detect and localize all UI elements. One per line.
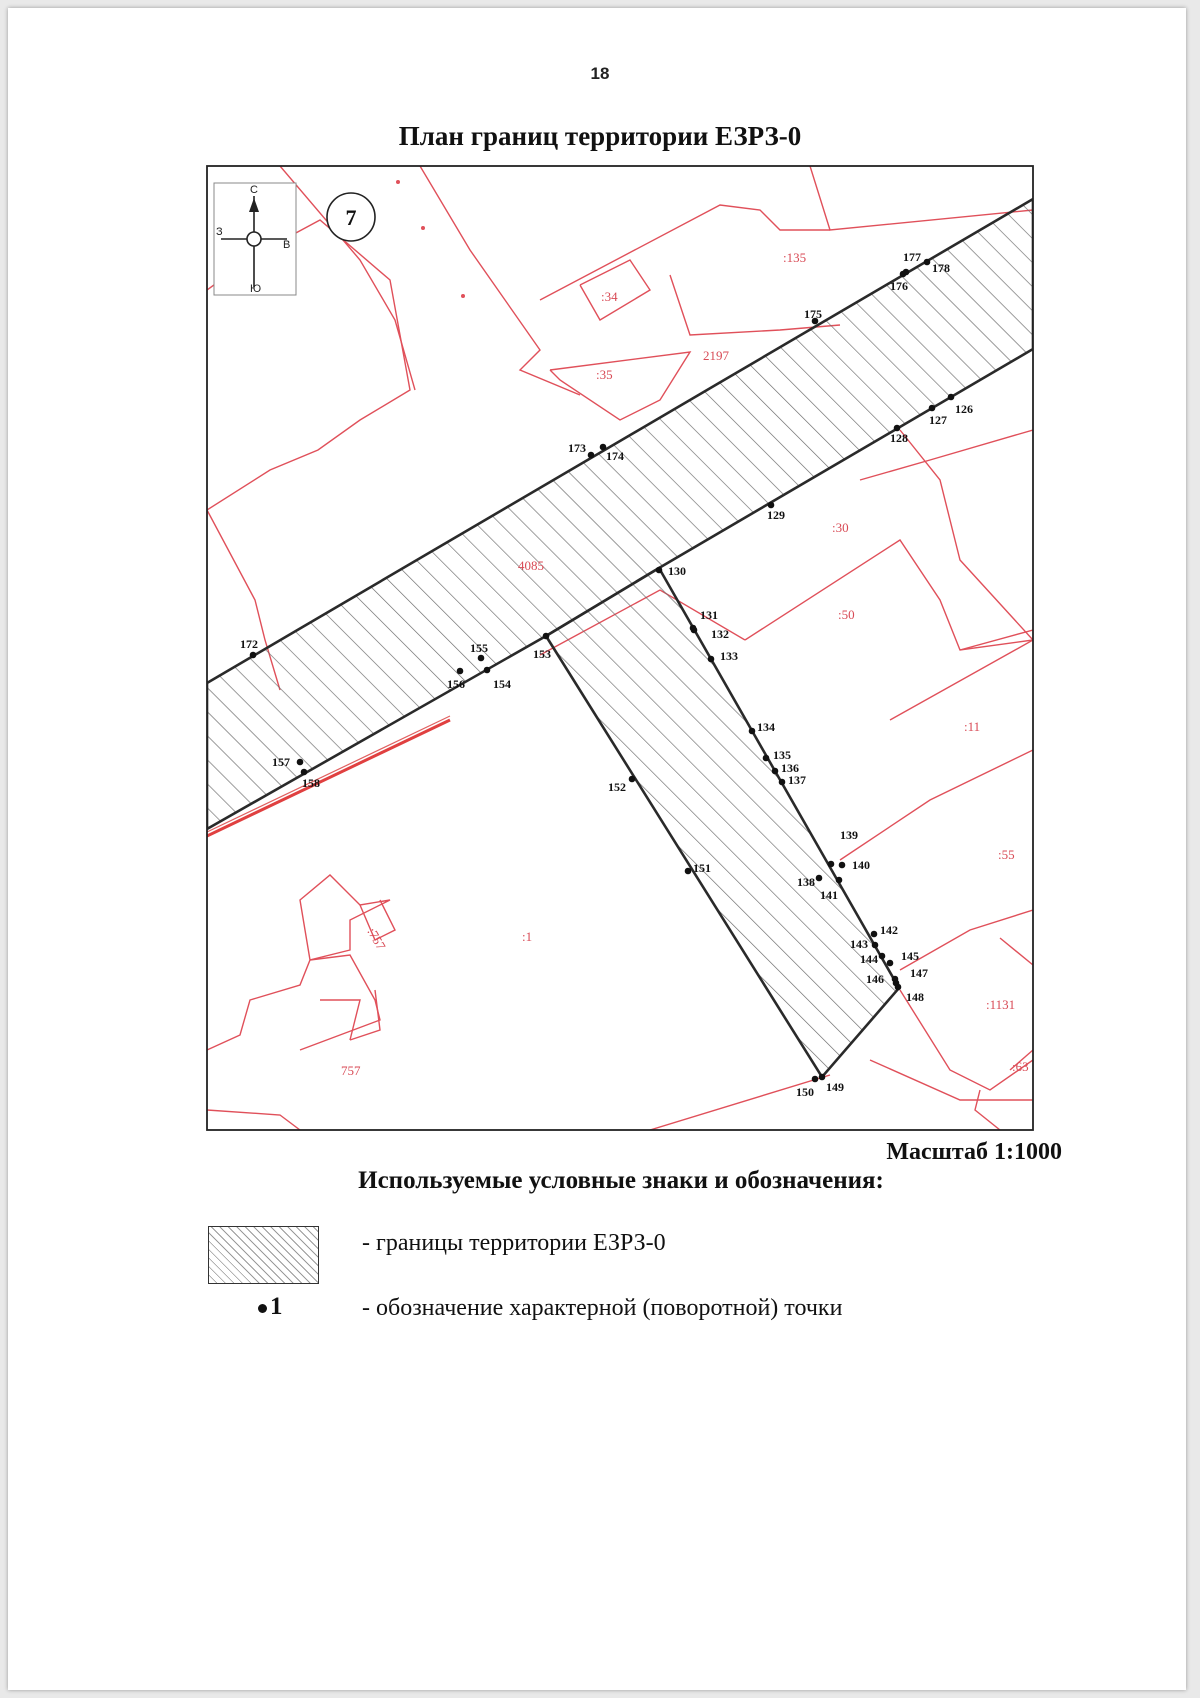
- turning-point-label: 150: [796, 1085, 814, 1099]
- turning-point-marker: [871, 931, 878, 938]
- turning-point-marker: [708, 656, 715, 663]
- turning-point-marker: [297, 759, 304, 766]
- turning-point-label: 149: [826, 1080, 844, 1094]
- turning-point-label: 129: [767, 508, 785, 522]
- turning-point-label: 143: [850, 937, 868, 951]
- parcel-number-label: :30: [832, 520, 849, 535]
- legend-point-text: - обозначение характерной (поворотной) точки: [362, 1295, 843, 1321]
- map-scale: Масштаб 1:1000: [886, 1139, 1062, 1165]
- turning-point-label: 142: [880, 923, 898, 937]
- turning-point-label: 145: [901, 949, 919, 963]
- parcel-number-label: 4085: [518, 558, 544, 573]
- turning-point-label: 130: [668, 564, 686, 578]
- turning-point-label: 128: [890, 431, 908, 445]
- turning-point-label: 148: [906, 990, 924, 1004]
- turning-point-label: 178: [932, 261, 950, 275]
- turning-point-label: 127: [929, 413, 947, 427]
- turning-point-marker: [656, 567, 663, 574]
- page-title: План границ территории ЕЗРЗ-0: [398, 121, 802, 151]
- turning-point-marker: [629, 776, 636, 783]
- turning-point-label: 131: [700, 608, 718, 622]
- turning-point-label: 153: [533, 647, 551, 661]
- turning-point-marker: [948, 394, 955, 401]
- turning-point-label: 173: [568, 441, 586, 455]
- turning-point-label: 174: [606, 449, 624, 463]
- turning-point-label: 146: [866, 972, 884, 986]
- parcel-number-label: 757: [341, 1063, 361, 1078]
- turning-point-label: 139: [840, 828, 858, 842]
- parcel-number-label: :55: [998, 847, 1015, 862]
- turning-point-marker: [828, 861, 835, 868]
- turning-point-label: 158: [302, 776, 320, 790]
- turning-point-label: 151: [693, 861, 711, 875]
- turning-point-marker: [929, 405, 936, 412]
- parcel-number-label: :135: [783, 250, 807, 265]
- turning-point-label: 177: [903, 250, 921, 264]
- turning-point-label: 175: [804, 307, 822, 321]
- turning-point-marker: [250, 652, 257, 659]
- turning-point-label: 135: [773, 748, 791, 762]
- legend-point-symbol: [258, 1293, 283, 1321]
- turning-point-marker: [819, 1074, 826, 1081]
- turning-point-marker: [457, 668, 464, 675]
- parcel-number-label: :63: [1012, 1059, 1029, 1074]
- turning-point-marker: [887, 960, 894, 967]
- compass-south-label: Ю: [250, 283, 262, 295]
- parcel-number-label: :35: [596, 367, 613, 382]
- parcel-number-label: :1: [522, 929, 533, 944]
- parcel-number-label: :1131: [986, 997, 1016, 1012]
- turning-point-marker: [816, 875, 823, 882]
- turning-point-marker: [301, 769, 308, 776]
- turning-point-marker: [772, 768, 779, 775]
- turning-point-label: 152: [608, 780, 626, 794]
- turning-point-label: 133: [720, 649, 738, 663]
- compass-west-label: З: [216, 226, 223, 238]
- parcel-number-label: :757: [364, 925, 389, 953]
- turning-point-label: 137: [788, 773, 806, 787]
- legend-title: Используемые условные знаки и обозначения:: [358, 1167, 884, 1194]
- turning-point-label: 144: [860, 952, 878, 966]
- page-number: 18: [590, 64, 610, 83]
- turning-point-marker: [779, 779, 786, 786]
- legend-point-number: 1: [270, 1293, 283, 1320]
- turning-point-marker: [543, 633, 550, 640]
- turning-point-marker: [588, 452, 595, 459]
- legend-zone-text: - границы территории ЕЗРЗ-0: [362, 1230, 666, 1256]
- turning-point-marker: [812, 1076, 819, 1083]
- turning-point-marker: [924, 259, 931, 266]
- turning-point-label: 155: [470, 641, 488, 655]
- turning-point-label: 157: [272, 755, 290, 769]
- zone-branch-hatched: [546, 568, 899, 1077]
- turning-point-label: 156: [447, 677, 465, 691]
- turning-point-label: 140: [852, 858, 870, 872]
- compass-center: [247, 232, 261, 246]
- parcel-number-label: :11: [964, 719, 981, 734]
- compass-rose: [214, 183, 296, 295]
- turning-point-label: 136: [781, 761, 799, 775]
- compass-east-label: В: [283, 239, 291, 251]
- turning-point-marker: [691, 627, 698, 634]
- turning-point-label: 176: [890, 279, 908, 293]
- turning-point-marker: [879, 953, 886, 960]
- turning-point-label: 141: [820, 888, 838, 902]
- turning-point-label: 138: [797, 875, 815, 889]
- parcel-number-label: :50: [838, 607, 855, 622]
- turning-point-marker: [895, 984, 902, 991]
- sheet-number: 7: [345, 205, 357, 230]
- turning-point-marker: [836, 877, 843, 884]
- turning-point-label: 147: [910, 966, 928, 980]
- map-marks: [396, 180, 465, 298]
- turning-point-marker: [478, 655, 485, 662]
- compass-north-label: С: [250, 184, 258, 196]
- turning-point-marker: [763, 755, 770, 762]
- parcel-number-label: :34: [601, 289, 618, 304]
- turning-point-marker: [484, 667, 491, 674]
- turning-point-label: 154: [493, 677, 511, 691]
- turning-point-label: 132: [711, 627, 729, 641]
- turning-point-marker: [749, 728, 756, 735]
- turning-point-label: 126: [955, 402, 973, 416]
- point-marker-icon: [258, 1304, 267, 1313]
- turning-point-label: 172: [240, 637, 258, 651]
- turning-point-marker: [872, 942, 879, 949]
- turning-point-marker: [685, 868, 692, 875]
- turning-point-marker: [839, 862, 846, 869]
- legend-hatch-swatch: [208, 1226, 319, 1284]
- turning-point-label: 134: [757, 720, 775, 734]
- parcel-number-label: 2197: [703, 348, 729, 363]
- turning-point-marker: [903, 269, 910, 276]
